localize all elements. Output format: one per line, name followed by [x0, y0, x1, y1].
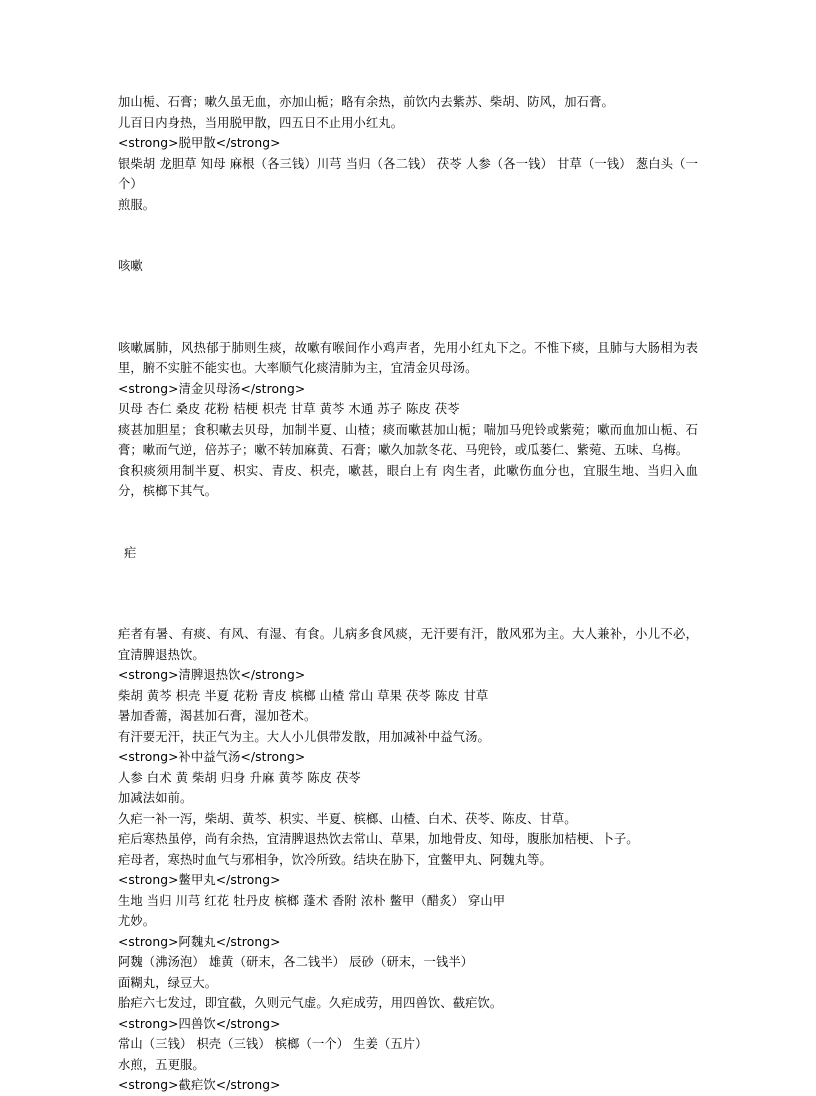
spacer	[118, 604, 698, 624]
text-line: 有汗要无汗，扶正气为主。大人小儿俱带发散，用加减补中益气汤。	[118, 729, 490, 744]
text-line: 久疟一补一泻，柴胡、黄芩、枳实、半夏、槟榔、山楂、白术、茯苓、陈皮、甘草。	[118, 811, 577, 826]
text-line: <strong>阿魏丸</strong>	[118, 934, 281, 949]
section-heading-nue: 疟	[124, 545, 137, 560]
text-line: <strong>四兽饮</strong>	[118, 1016, 281, 1031]
text-line: 贝母 杏仁 桑皮 花粉 桔梗 枳壳 甘草 黄芩 木通 苏子 陈皮 茯苓	[118, 402, 460, 416]
text-line: <strong>截疟饮</strong>	[118, 1078, 281, 1092]
text-line: 水煎，五更服。	[118, 1057, 205, 1072]
spacer	[118, 215, 698, 256]
text-line: 儿百日内身热，当用脱甲散，四五日不止用小红丸。	[118, 115, 404, 130]
text-line: <strong>脱甲散</strong>	[118, 136, 281, 150]
text-line: 尤妙。	[118, 914, 156, 928]
text-line: <strong>鳖甲丸</strong>	[118, 873, 281, 887]
text-line: 咳嗽属肺，风热郁于肺则生痰，故嗽有喉间作小鸡声者，先用小红丸下之。不惟下痰，且肺与大肠相为表里，腑不实脏不能实也。大率顺气化痰清肺为主，宜清金贝母汤。	[118, 340, 698, 375]
text-line: <strong>清金贝母汤</strong>	[118, 381, 306, 396]
text-line: 煎服。	[118, 197, 156, 212]
text-line: <strong>清脾退热饮</strong>	[118, 668, 306, 682]
text-line: 加山栀、石膏；嗽久虽无血，亦加山栀；略有余热，前饮内去紫苏、柴胡、防风，加石膏。	[118, 95, 614, 109]
text-line: 面糊丸，绿豆大。	[118, 975, 218, 990]
text-line: 痰甚加胆星；食积嗽去贝母，加制半夏、山楂；痰而嗽甚加山栀；喘加马兜铃或紫菀；嗽而血加山栀、石膏；嗽而气逆，倍苏子；嗽不转加麻黄、石膏；嗽久加款冬花、马兜铃，或瓜蒌仁、紫菀、五味、乌梅。	[118, 422, 698, 457]
text-line: 疟母者，寒热时血气与邪相争，饮冷所致。结块在胁下，宜鳖甲丸、阿魏丸等。	[118, 852, 552, 867]
text-line: 疟后寒热虽停，尚有余热，宜清脾退热饮去常山、草果，加地骨皮、知母，腹胀加桔梗、卜子。	[118, 832, 639, 846]
text-line: 生地 当归 川芎 红花 牡丹皮 槟榔 蓬术 香附 浓朴 鳖甲（醋炙） 穿山甲	[118, 893, 506, 908]
text-line: 胎疟六七发过，即宜截，久则元气虚。久疟成劳，用四兽饮、截疟饮。	[118, 996, 503, 1010]
text-line: 银柴胡 龙胆草 知母 麻根（各三钱）川芎 当归（各二钱） 茯苓 人参（各一钱） 甘草（一钱） 葱白头（一个）	[118, 156, 698, 191]
text-line: 暑加香薷，渴甚加石膏，湿加苍术。	[118, 709, 317, 723]
spacer	[118, 563, 698, 604]
text-line: 人参 白术 黄 柴胡 归身 升麻 黄芩 陈皮 茯苓	[118, 770, 361, 785]
text-line: 疟者有暑、有痰、有风、有湿、有食。儿病多食风痰，无汗要有汗，散风邪为主。大人兼补，小儿不必，宜清脾退热饮。	[118, 627, 698, 662]
spacer	[118, 318, 698, 338]
spacer	[118, 502, 698, 543]
spacer	[118, 277, 698, 318]
text-line: 加减法如前。	[118, 791, 193, 805]
text-line: 常山（三钱） 枳壳（三钱） 槟榔（一个） 生姜（五片）	[118, 1037, 428, 1051]
text-line: 柴胡 黄芩 枳壳 半夏 花粉 青皮 槟榔 山楂 常山 草果 茯苓 陈皮 甘草	[118, 688, 489, 703]
section-heading-kesou: 咳嗽	[118, 259, 143, 273]
text-line: 食积痰须用制半夏、枳实、青皮、枳壳，嗽甚，眼白上有 肉生者，此嗽伤血分也，宜服生地、当归入血分，槟榔下其气。	[118, 463, 698, 498]
text-line: <strong>补中益气汤</strong>	[118, 750, 306, 764]
text-line: 阿魏（沸汤泡） 雄黄（研末，各二钱半） 辰砂（研末，一钱半）	[118, 955, 474, 969]
document-body	[118, 92, 698, 1096]
